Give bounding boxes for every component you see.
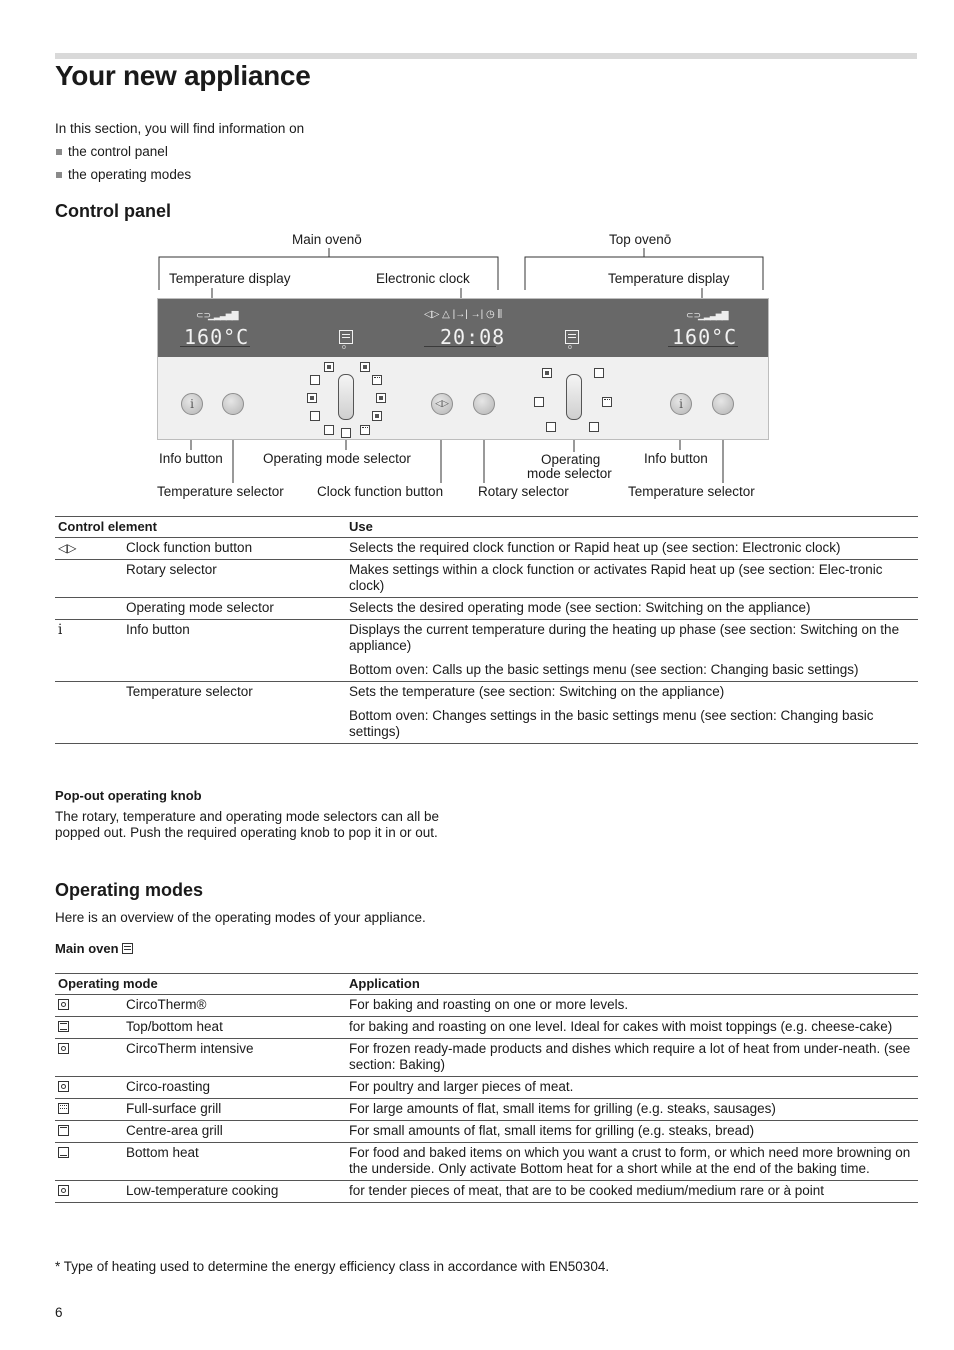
mode-name: Bottom heat	[123, 1143, 346, 1181]
temperature-selector-main[interactable]	[222, 393, 244, 415]
control-use: Selects the required clock function or Rapid heat up (see section: Electronic clock)	[346, 538, 918, 560]
diagram-leader-lines	[0, 0, 954, 520]
control-name: Temperature selector	[123, 682, 346, 744]
mode-application: for tender pieces of meat, that are to be cooked medium/medium rare or à point	[346, 1181, 918, 1203]
main-oven-icon	[339, 330, 353, 344]
clock-function-button[interactable]: ◁▷	[431, 393, 453, 415]
key-lock-icon: ⊂⊃	[196, 310, 212, 320]
table-row	[55, 1099, 918, 1121]
low-temp-icon	[58, 1185, 69, 1196]
mode-fan-icon	[324, 362, 334, 372]
popout-text: The rotary, temperature and operating mode selectors can all be popped out. Push the required operating knob to pop it in or out.	[55, 809, 439, 840]
heat-bars-icon: ▁▂▃▅▇	[208, 310, 238, 320]
label-operating-mode-selector-left: Operating mode selector	[263, 451, 411, 466]
heat-bars-icon: ▁▂▃▅▇	[698, 310, 728, 320]
label-temperature-selector-right: Temperature selector	[628, 484, 755, 499]
top-bottom-heat-icon	[58, 1021, 69, 1032]
popout-heading: Pop-out operating knob	[55, 788, 202, 803]
intro-bullet: the operating modes	[55, 163, 304, 186]
operating-mode-selector-top[interactable]	[566, 374, 582, 420]
mode-pizza-icon	[310, 375, 320, 385]
control-name: Rotary selector	[123, 560, 346, 598]
control-element-table	[55, 516, 918, 744]
mode-application: for baking and roasting on one level. Ideal for cakes with moist toppings (e.g. cheese-cake)	[346, 1017, 918, 1039]
operating-modes-heading: Operating modes	[55, 880, 204, 900]
table-header-row	[55, 517, 918, 538]
main-oven-subheading: Main oven	[55, 941, 133, 956]
table-row	[55, 1121, 918, 1143]
mode-bottom-heat-icon	[324, 425, 334, 435]
mode-bottom-heat-icon	[546, 422, 556, 432]
label-rotary-selector: Rotary selector	[478, 484, 569, 499]
table-header: Control element	[55, 517, 346, 538]
mode-application: For frozen ready-made products and dishes which require a lot of heat from under-neath. (see section: Baking)	[346, 1039, 918, 1077]
page-title: Your new appliance	[55, 60, 311, 91]
mode-application: For small amounts of flat, small items for grilling (e.g. steaks, bread)	[346, 1121, 918, 1143]
table-header: Application	[346, 974, 918, 995]
mode-name: Low-temperature cooking	[123, 1181, 346, 1203]
operating-mode-selector-main[interactable]	[338, 374, 354, 420]
mode-circo-icon	[376, 393, 386, 403]
mode-application: For large amounts of flat, small items for grilling (e.g. steaks, sausages)	[346, 1099, 918, 1121]
table-row	[55, 682, 918, 744]
table-header: Operating mode	[55, 974, 346, 995]
control-use: Selects the desired operating mode (see section: Switching on the appliance)	[346, 598, 918, 620]
mode-application: For baking and roasting on one or more levels.	[346, 995, 918, 1017]
mode-grill-icon	[602, 397, 612, 407]
control-use: Displays the current temperature during the heating up phase (see section: Switching on the appliance) Bottom oven: Calls up the basic settings menu (see section: Changing basic settings)	[346, 620, 918, 682]
control-name: Info button	[123, 620, 346, 682]
mode-name: CircoTherm intensive	[123, 1039, 346, 1077]
rotary-selector[interactable]	[473, 393, 495, 415]
label-clock-function-button: Clock function button	[317, 484, 444, 499]
info-icon: i	[55, 620, 123, 682]
indicator-dot: o	[342, 344, 346, 351]
mode-application: For poultry and larger pieces of meat.	[346, 1077, 918, 1099]
table-row	[55, 1017, 918, 1039]
control-use: Sets the temperature (see section: Switching on the appliance) Bottom oven: Changes settings in the basic settings menu (see section: Changing basic settings)	[346, 682, 918, 744]
operating-modes-intro: Here is an overview of the operating modes of your appliance.	[55, 910, 426, 925]
key-lock-icon: ⊂⊃	[686, 310, 702, 320]
mode-name: Circo-roasting	[123, 1077, 346, 1099]
control-use: Makes settings within a clock function or activates Rapid heat up (see section: Elec-tronic clock)	[346, 560, 918, 598]
mode-name: Top/bottom heat	[123, 1017, 346, 1039]
label-operating-mode-selector-right-2: mode selector	[527, 466, 612, 481]
operating-modes-table	[55, 973, 918, 1203]
temperature-selector-top[interactable]	[712, 393, 734, 415]
info-button-top[interactable]: i	[670, 393, 692, 415]
mode-top-heat-icon	[589, 422, 599, 432]
mode-roast-icon	[360, 362, 370, 372]
mode-light-icon	[341, 428, 351, 438]
symbol-cell	[55, 560, 123, 598]
label-electronic-clock: Electronic clock	[376, 271, 470, 286]
control-name: Operating mode selector	[123, 598, 346, 620]
centre-grill-icon	[58, 1125, 69, 1136]
mode-low-temp-icon	[310, 411, 320, 421]
clock-function-icon: ◁▷	[55, 538, 123, 560]
label-info-button-left: Info button	[159, 451, 223, 466]
symbol-cell	[55, 682, 123, 744]
clock-display: 20:08	[440, 325, 506, 349]
table-row	[55, 560, 918, 598]
mode-fan-icon	[542, 368, 552, 378]
control-panel-heading: Control panel	[55, 201, 171, 221]
page-number: 6	[55, 1305, 63, 1320]
table-row	[55, 1077, 918, 1099]
symbol-cell	[55, 598, 123, 620]
intro-text: In this section, you will find information on	[55, 121, 305, 136]
clock-icons: ◁▷ △ |→| →| ◷ ⫼	[424, 309, 503, 320]
top-oven-icon	[565, 330, 579, 344]
main-temp-display: 160°C	[184, 325, 250, 349]
circo-roasting-icon	[58, 1081, 69, 1092]
table-row	[55, 995, 918, 1017]
mode-pizza-icon	[534, 397, 544, 407]
label-info-button-right: Info button	[644, 451, 708, 466]
mode-name: Full-surface grill	[123, 1099, 346, 1121]
mode-full-grill-icon	[360, 425, 370, 435]
table-row	[55, 1039, 918, 1077]
table-row	[55, 1181, 918, 1203]
mode-grill-icon	[372, 375, 382, 385]
label-temperature-display-top: Temperature display	[608, 271, 730, 286]
mode-top-bottom-icon	[594, 368, 604, 378]
main-oven-icon	[122, 943, 133, 954]
table-header: Use	[346, 517, 918, 538]
fan-icon	[58, 999, 69, 1010]
intro-bullet: the control panel	[55, 140, 304, 163]
top-temp-display: 160°C	[672, 325, 738, 349]
mode-name: Centre-area grill	[123, 1121, 346, 1143]
main-oven-label: Main ovenō	[292, 232, 362, 247]
indicator-dot: o	[568, 344, 572, 351]
full-grill-icon	[58, 1103, 69, 1114]
mode-circo-roasting-icon	[372, 411, 382, 421]
label-temperature-selector-left: Temperature selector	[157, 484, 284, 499]
top-oven-label: Top ovenō	[609, 232, 672, 247]
bottom-heat-icon	[58, 1147, 69, 1158]
table-row	[55, 598, 918, 620]
fan-bottom-icon	[58, 1043, 69, 1054]
control-name: Clock function button	[123, 538, 346, 560]
footnote: * Type of heating used to determine the energy efficiency class in accordance with EN50304.	[55, 1259, 610, 1274]
label-temperature-display-main: Temperature display	[169, 271, 291, 286]
table-header-row	[55, 974, 918, 995]
mode-intensive-icon	[307, 393, 317, 403]
mode-name: CircoTherm®	[123, 995, 346, 1017]
table-row	[55, 538, 918, 560]
table-row	[55, 1143, 918, 1181]
table-row	[55, 620, 918, 682]
mode-application: For food and baked items on which you want a crust to form, or which need more browning on the underside. Only activate Bottom heat for a short while at the end of the baking time.	[346, 1143, 918, 1181]
info-button-main[interactable]: i	[181, 393, 203, 415]
label-operating-mode-selector-right-1: Operating	[541, 452, 601, 467]
